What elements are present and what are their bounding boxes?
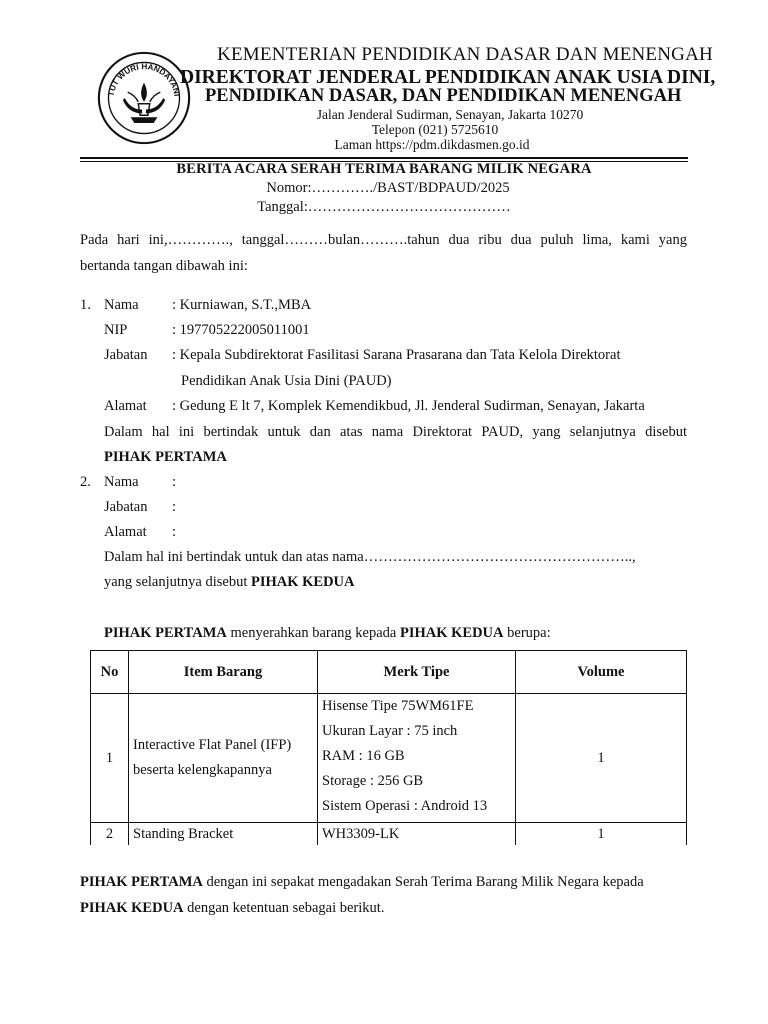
row1-merk	[318, 694, 516, 823]
row1-volume: 1	[516, 694, 687, 823]
row2-volume: 1	[516, 823, 687, 846]
closing-party1: PIHAK PERTAMA	[80, 874, 203, 890]
directorate-name-line1: DIREKTORAT JENDERAL PENDIDIKAN ANAK USIA DINI,	[180, 67, 716, 88]
handover-mid: menyerahkan barang kepada	[226, 625, 400, 641]
ministry-name: KEMENTERIAN PENDIDIKAN DASAR DAN MENENGAH	[217, 44, 713, 65]
handover-party1: PIHAK PERTAMA	[104, 625, 227, 641]
party1-alamat-value: : Gedung E lt 7, Komplek Kemendikbud, Jl. Jenderal Sudirman, Senayan, Jakarta	[172, 398, 645, 414]
party1-nama-value: : Kurniawan, S.T.,MBA	[172, 297, 312, 313]
row1-merk-line: Hisense Tipe 75WM61FE	[322, 698, 474, 714]
directorate-name-line2: PENDIDIKAN DASAR, DAN PENDIDIKAN MENENGAH	[205, 86, 682, 106]
handover-party2: PIHAK KEDUA	[399, 625, 504, 641]
website-line: Laman https://pdm.dikdasmen.go.id	[334, 137, 530, 152]
row2-merk: WH3309-LK	[318, 823, 516, 846]
party1-alamat-label: Alamat	[104, 398, 147, 414]
header-merk: Merk Tipe	[318, 651, 516, 694]
phone-line: Telepon (021) 5725610	[371, 122, 499, 137]
party2-statement-prefix: yang selanjutnya disebut	[104, 574, 251, 590]
handover-end: berupa:	[503, 625, 551, 641]
header-no: No	[91, 651, 129, 694]
party2-jabatan-value: :	[172, 499, 177, 515]
party2-statement-2	[104, 574, 355, 591]
party1-jabatan-value-1: : Kepala Subdirektorat Fasilitasi Sarana Prasarana dan Tata Kelola Direktorat	[172, 347, 621, 363]
row1-merk-line: Sistem Operasi : Android 13	[322, 798, 488, 814]
party2-nama-value: :	[172, 474, 177, 490]
party2-statement: Dalam hal ini bertindak untuk dan atas nama………………………………………………..,	[104, 549, 636, 565]
table-header-row	[91, 651, 687, 694]
row1-merk-line: Storage : 256 GB	[322, 773, 424, 789]
party2-number: 2.	[80, 474, 91, 490]
row1-item-line2: beserta kelengkapannya	[133, 762, 272, 778]
party1-designation: PIHAK PERTAMA	[104, 449, 227, 465]
address-line: Jalan Jenderal Sudirman, Senayan, Jakarta 10270	[316, 107, 584, 122]
goods-table	[90, 650, 687, 845]
party1-jabatan-value-2: Pendidikan Anak Usia Dini (PAUD)	[181, 373, 392, 389]
header-volume: Volume	[516, 651, 687, 694]
row2-item: Standing Bracket	[129, 823, 318, 846]
party2-alamat-value: :	[172, 524, 177, 540]
document-date: Tanggal:……………………………………	[257, 199, 511, 215]
row1-item-line1: Interactive Flat Panel (IFP)	[133, 737, 292, 753]
party1-number: 1.	[80, 297, 91, 313]
closing-line-2	[80, 900, 384, 917]
closing-party2: PIHAK KEDUA	[80, 900, 184, 916]
party2-jabatan-label: Jabatan	[104, 499, 148, 515]
closing-line2-rest: dengan ketentuan sebagai berikut.	[183, 900, 385, 916]
party1-nip-value: : 197705222005011001	[172, 322, 310, 338]
intro-line-2: bertanda tangan dibawah ini:	[80, 258, 248, 274]
row1-no: 1	[91, 694, 129, 823]
table-row	[91, 823, 687, 846]
row2-no: 2	[91, 823, 129, 846]
row1-merk-line: RAM : 16 GB	[322, 748, 405, 764]
party1-nip-label: NIP	[104, 322, 128, 338]
handover-statement	[104, 625, 551, 642]
party2-designation: PIHAK KEDUA	[250, 574, 355, 590]
row1-item	[129, 694, 318, 823]
svg-text:TUT WURI HANDAYANI: TUT WURI HANDAYANI	[106, 62, 182, 97]
row1-merk-line: Ukuran Layar : 75 inch	[322, 723, 458, 739]
document-number: Nomor:…………./BAST/BDPAUD/2025	[266, 180, 510, 196]
closing-line1-rest: dengan ini sepakat mengadakan Serah Terima Barang Milik Negara kepada	[202, 874, 644, 890]
party2-nama-label: Nama	[104, 474, 139, 490]
party2-alamat-label: Alamat	[104, 524, 147, 540]
header-item: Item Barang	[129, 651, 318, 694]
letterhead-rule-thick	[80, 157, 688, 159]
document-title: BERITA ACARA SERAH TERIMA BARANG MILIK NEGARA	[176, 161, 592, 177]
party1-jabatan-label: Jabatan	[104, 347, 148, 363]
intro-line-1: Pada hari ini,…………., tanggal………bulan……….tahun dua ribu dua puluh lima, kami yang	[80, 232, 687, 248]
table-row	[91, 694, 687, 823]
closing-line-1	[80, 874, 644, 891]
party1-nama-label: Nama	[104, 297, 139, 313]
party1-statement: Dalam hal ini bertindak untuk dan atas nama Direktorat PAUD, yang selanjutnya disebut	[104, 424, 687, 440]
